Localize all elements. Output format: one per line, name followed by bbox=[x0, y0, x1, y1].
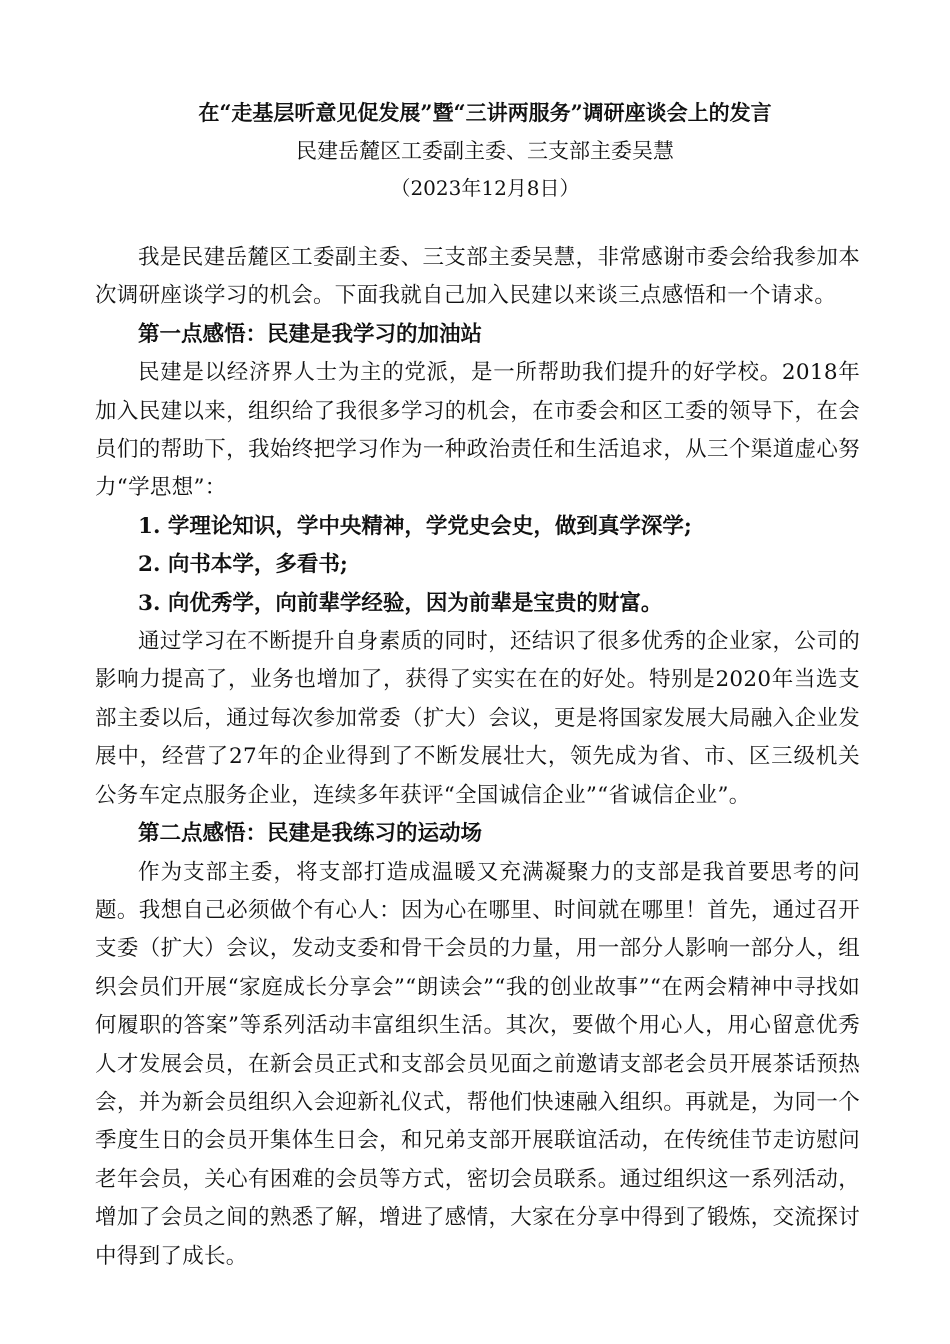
section1-list-item: 2. 向书本学，多看书; bbox=[138, 552, 348, 578]
section1-paragraph1: 民建是以经济界人士为主的党派，是一所帮助我们提升的好学校。2018年加入民建以来，组织给了我很多学习的机会，在市委会和区工委的领导下，在会员们的帮助下，我始终把学习作为一种政治责任和生活追求，从三个渠道虚心努力“学思想”： bbox=[95, 360, 860, 501]
section1-list-item: 1. 学理论知识，学中央精神，学党史会史，做到真学深学; bbox=[138, 513, 692, 539]
intro-paragraph: 我是民建岳麓区工委副主委、三支部主委吴慧，非常感谢市委会给我参加本次调研座谈学习的机会。下面我就自己加入民建以来谈三点感悟和一个请求。 bbox=[95, 245, 860, 309]
section1-list-item: 3. 向优秀学，向前辈学经验，因为前辈是宝贵的财富。 bbox=[138, 590, 663, 616]
section1-paragraph2: 通过学习在不断提升自身素质的同时，还结识了很多优秀的企业家，公司的影响力提高了，业务也增加了，获得了实实在在的好处。特别是2020年当选支部主委以后，通过每次参加常委（扩大）会议，更是将国家发展大局融入企业发展中，经营了27年的企业得到了不断发展壮大，领先成为省、市、区三级机关公务车定点服务企业，连续多年获评“全国诚信企业”“省诚信企业”。 bbox=[95, 629, 860, 808]
document-date: （2023年12月8日） bbox=[390, 176, 580, 200]
document-subtitle: 民建岳麓区工委副主委、三支部主委吴慧 bbox=[296, 139, 674, 163]
section2-paragraph1: 作为支部主委，将支部打造成温暖又充满凝聚力的支部是我首要思考的问题。我想自己必须做个有心人：因为心在哪里、时间就在哪里！首先，通过召开支委（扩大）会议，发动支委和骨干会员的力量，用一部分人影响一部分人，组织会员们开展“家庭成长分享会”“朗读会”“我的创业故事”“在两会精神中寻找如何履职的答案”等系列活动丰富组织生活。其次，要做个用心人，用心留意优秀人才发展会员，在新会员正式和支部会员见面之前邀请支部老会员开展茶话预热会，并为新会员组织入会迎新礼仪式，帮他们快速融入组织。再就是，为同一个季度生日的会员开集体生日会，和兄弟支部开展联谊活动，在传统佳节走访慰问老年会员，关心有困难的会员等方式，密切会员联系。通过组织这一系列活动，增加了会员之间的熟悉了解，增进了感情，大家在分享中得到了锻炼，交流探讨中得到了成长。 bbox=[95, 859, 860, 1269]
document-title: 在“走基层听意见促发展”暨“三讲两服务”调研座谈会上的发言 bbox=[198, 100, 772, 125]
section2-heading: 第二点感悟：民建是我练习的运动场 bbox=[138, 821, 483, 847]
document-body bbox=[95, 239, 860, 1276]
section1-heading: 第一点感悟：民建是我学习的加油站 bbox=[138, 321, 483, 347]
